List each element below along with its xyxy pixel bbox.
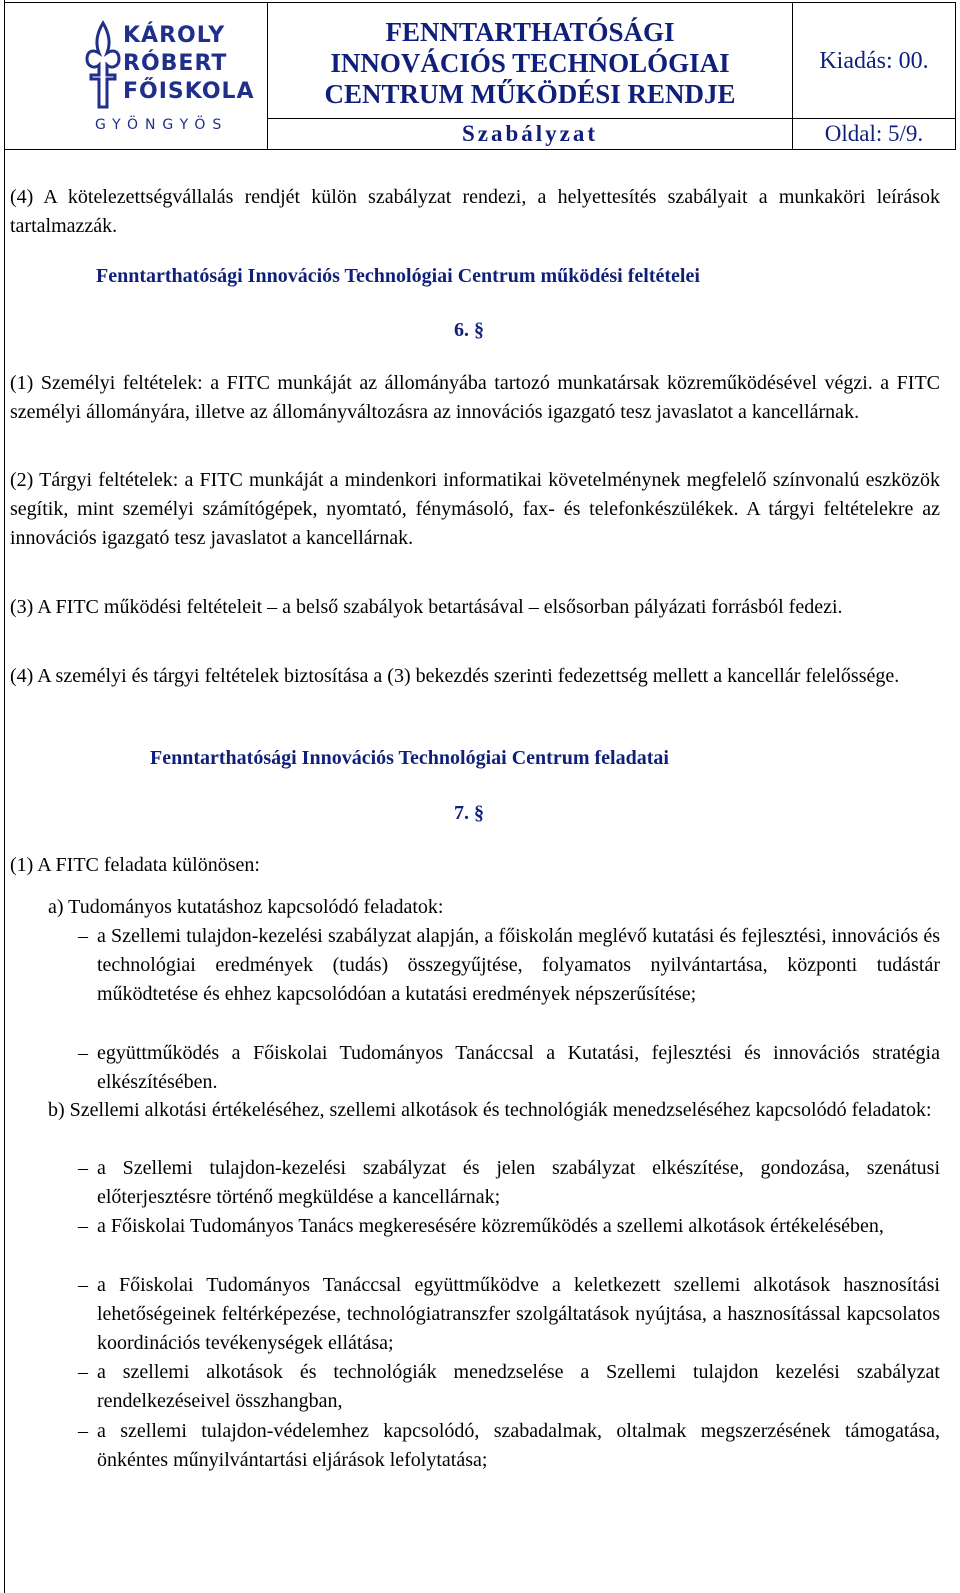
section-heading-conditions: Fenntarthatósági Innovációs Technológiai Centrum működési feltételei: [96, 265, 700, 287]
logo-line-3: FŐISKOLA: [123, 79, 255, 104]
dash-icon: –: [78, 925, 88, 947]
logo-line-1: KÁROLY: [123, 23, 226, 48]
page-frame-line: [4, 0, 5, 1593]
dash-icon: –: [78, 1215, 88, 1237]
document-type: Szabályzat: [461, 121, 599, 146]
doctype-cell: [267, 118, 793, 150]
list-item-text: a Főiskolai Tudományos Tanács megkeresésére közreműködés a szellemi alkotások értékelésében,: [97, 1215, 884, 1237]
list-item-text: a Szellemi tulajdon-kezelési szabályzat és jelen szabályzat elkészítése, gondozása, szenátusi előterjesztésre történő megküldése a kancellárnak;: [97, 1157, 940, 1208]
s7-intro: (1) A FITC feladata különösen:: [10, 854, 260, 876]
issue-cell: [792, 2, 956, 119]
title-line-1: FENNTARTHATÓSÁGI: [385, 17, 675, 47]
s6-paragraph-2: (2) Tárgyi feltételek: a FITC munkáját a mindenkori informatikai követelménynek megfelelő színvonalú eszközök segítik, mint személyi számítógépek, nyomtató, fénymásoló, fax- és telefonkészülékek. A tárgyi feltételekre az innovációs igazgató tesz javaslatot a kancellárnak.: [10, 469, 940, 549]
s6-paragraph-4: (4) A személyi és tárgyi feltételek biztosítása a (3) bekezdés szerinti fedezettség mellett a kancellár felelőssége.: [10, 665, 900, 687]
title-cell: [267, 2, 793, 119]
document-title: [268, 17, 792, 110]
logo-city: GYÖNGYÖS: [95, 117, 229, 133]
section-number-7: 7. §: [454, 802, 484, 824]
logo-cell: [4, 2, 268, 150]
s7-item-b-text: b) Szellemi alkotási értékeléséhez, szellemi alkotások és technológiák menedzseléséhez kapcsolódó feladatok:: [48, 1099, 932, 1121]
title-line-2: INNOVÁCIÓS TECHNOLÓGIAI: [330, 48, 730, 78]
paragraph-top: (4) A kötelezettségvállalás rendjét külön szabályzat rendezi, a helyettesítés szabályait a munkaköri leírások tartalmazzák.: [10, 186, 940, 237]
s6-paragraph-1: (1) Személyi feltételek: a FITC munkáját az állományába tartozó munkatársak közreműködésével végzi. a FITC személyi állományára, illetve az állományváltozásra az innovációs igazgató tesz javaslatot a kancellárnak.: [10, 372, 940, 423]
section-number-6: 6. §: [454, 319, 484, 341]
section-heading-tasks: Fenntarthatósági Innovációs Technológiai Centrum feladatai: [150, 747, 669, 769]
dash-icon: –: [78, 1042, 88, 1064]
list-item-text: a szellemi alkotások és technológiák menedzselése a Szellemi tulajdon kezelési szabályzat rendelkezéseivel összhangban,: [97, 1361, 940, 1412]
document-header: [4, 2, 956, 150]
dash-icon: –: [78, 1274, 88, 1296]
list-item-text: a Szellemi tulajdon-kezelési szabályzat alapján, a főiskolán meglévő kutatási és fejlesztési, innovációs és technológiai eredmények (tudás) összegyűjtése, folyamatos nyilvántartása, központi tudástár működtetése és ehhez kapcsolódóan a kutatási eredmények népszerűsítése;: [97, 925, 940, 1005]
s7-item-b: [48, 1096, 940, 1125]
dash-icon: –: [78, 1420, 88, 1442]
page-number: Oldal: 5/9.: [824, 121, 924, 146]
page-cell: [792, 118, 956, 150]
s6-paragraph-3: (3) A FITC működési feltételeit – a belső szabályok betartásával – elsősorban pályázati forrásból fedezi.: [10, 596, 843, 618]
title-line-3: CENTRUM MŰKÖDÉSI RENDJE: [324, 79, 736, 109]
fleur-de-lis-icon: [83, 19, 123, 114]
school-logo: [83, 19, 255, 139]
dash-icon: –: [78, 1361, 88, 1383]
dash-icon: –: [78, 1157, 88, 1179]
list-item-text: a Főiskolai Tudományos Tanáccsal együttműködve a keletkezett szellemi alkotások hasznosítási lehetőségeinek feltérképezése, technológiatranszfer szolgáltatások nyújtása, a hasznosítással kapcsolatos koordinációs tevékenységek ellátása;: [97, 1274, 940, 1354]
list-item-text: a szellemi tulajdon-védelemhez kapcsolódó, szabadalmak, oltalmak megszerzésének támogatása, önkéntes műnyilvántartási eljárások lefolytatása;: [97, 1420, 940, 1471]
s7-item-a: a) Tudományos kutatáshoz kapcsolódó feladatok:: [48, 896, 444, 918]
list-item-text: együttműködés a Főiskolai Tudományos Tanáccsal a Kutatási, fejlesztési és innovációs stratégia elkészítésében.: [97, 1042, 940, 1093]
issue-number: Kiadás: 00.: [819, 48, 929, 74]
logo-line-2: RÓBERT: [123, 51, 228, 76]
